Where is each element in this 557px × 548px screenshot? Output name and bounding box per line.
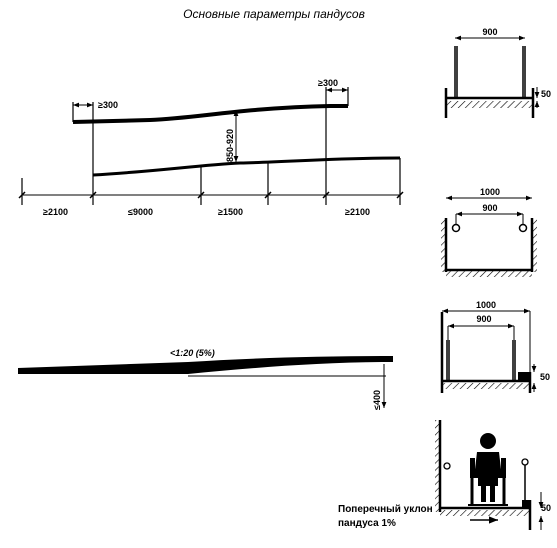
cross-section-4 (338, 420, 551, 530)
ramp-profile (19, 78, 403, 217)
section2-outer-width: 1000 (479, 187, 501, 197)
section3-inner-width: 900 (476, 314, 492, 324)
dim-landing-end: ≥2100 (345, 207, 370, 217)
section1-width: 900 (482, 27, 498, 37)
dim-landing-mid: ≥1500 (218, 207, 243, 217)
section2-inner-width: 900 (482, 203, 498, 213)
dim-handrail-height: 850-920 (225, 128, 235, 162)
slope-ratio-label: <1:20 (5%) (170, 348, 215, 358)
section3-outer-width: 1000 (475, 300, 497, 310)
cross-slope-note-line1: Поперечный уклон (338, 504, 433, 515)
slope-profile (18, 348, 393, 410)
dim-landing-start: ≥2100 (43, 207, 68, 217)
section3-curb-height: 50 (540, 372, 551, 382)
cross-slope-note-line2: пандуса 1% (338, 518, 396, 529)
section1-curb-height: 50 (541, 89, 552, 99)
wheelchair-user-icon (468, 433, 508, 505)
dim-handrail-ext-right: ≥300 (318, 78, 338, 88)
drawing-title: Основные параметры пандусов (183, 7, 365, 21)
section4-curb-height: 50 (541, 503, 552, 513)
slope-height-label: ≤400 (372, 390, 382, 410)
cross-section-3 (442, 300, 550, 393)
dim-ramp-run: ≤9000 (128, 207, 153, 217)
cross-section-1 (446, 27, 551, 118)
dim-handrail-ext-left: ≥300 (98, 100, 118, 110)
cross-section-2 (441, 187, 537, 277)
ramp-surface-line (93, 158, 400, 175)
